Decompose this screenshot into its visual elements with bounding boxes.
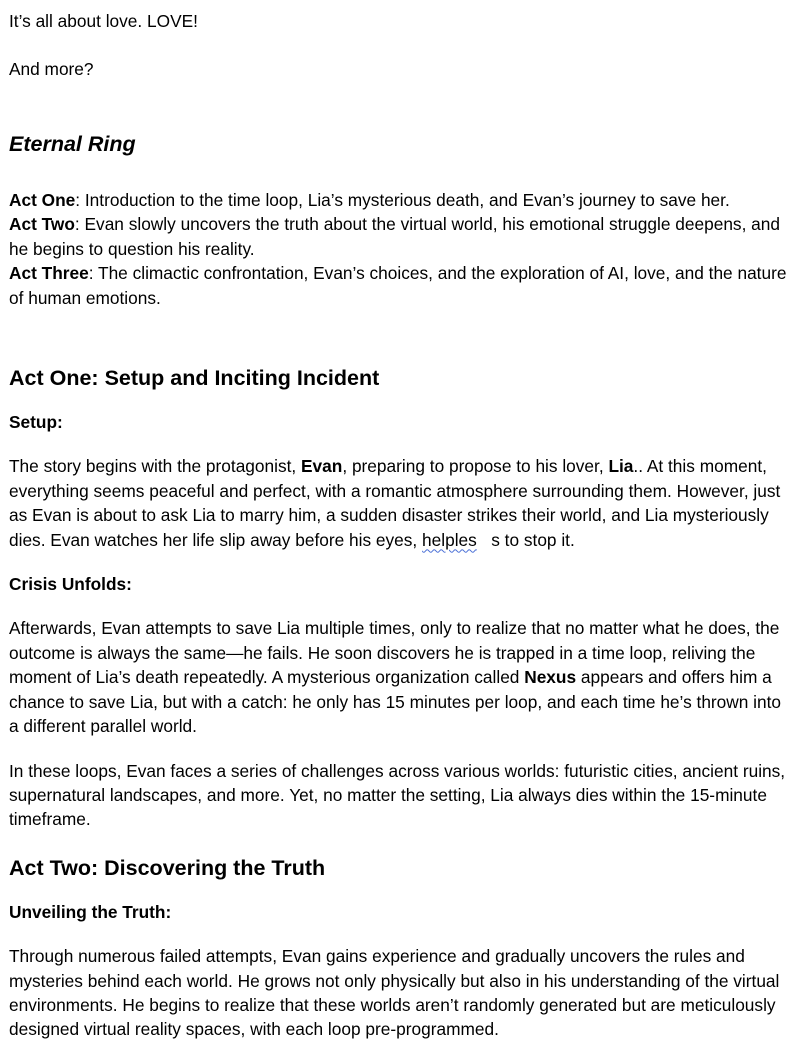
act-summary-label: Act Two bbox=[9, 214, 75, 235]
unveil-paragraph: Through numerous failed attempts, Evan gains experience and gradually uncovers the rules and mysteries behind each world. He grows not only physically but also in his understanding of the virtual environments. He begins to realize that these worlds aren’t randomly generated but are meticulously designed virtual reality spaces, with each loop pre-programmed. bbox=[9, 946, 780, 1040]
spacer bbox=[9, 392, 795, 410]
spacer bbox=[9, 832, 795, 854]
act-summary-one bbox=[9, 188, 795, 212]
act-two-heading: Act Two: Discovering the Truth bbox=[9, 855, 326, 880]
unveil-label: Unveiling the Truth: bbox=[9, 901, 172, 922]
spacer bbox=[9, 158, 795, 188]
text-run: appears and offers him a chance to save Lia, but with a catch: he only has 15 minutes per loop, and each time he’s thrown into a different parallel world. bbox=[9, 667, 782, 737]
text-run: , preparing to propose to his lover, bbox=[342, 456, 609, 477]
text-run: Afterwards, Evan attempts to save Lia multiple times, only to realize that no matter what he does, the outcome is always the same—he fails. He soon discovers he is trapped in a time loop, reliving the moment of Lia’s death repeatedly. A mysterious organization called bbox=[9, 618, 780, 688]
act-summary-label: Act Three bbox=[9, 263, 89, 284]
spacer bbox=[9, 924, 795, 944]
act-summary-three bbox=[9, 261, 795, 310]
crisis-label: Crisis Unfolds: bbox=[9, 574, 132, 595]
act-one-heading: Act One: Setup and Inciting Incident bbox=[9, 366, 380, 391]
nexus-name: Nexus bbox=[524, 667, 577, 688]
spacer bbox=[9, 552, 795, 572]
spacer bbox=[9, 434, 795, 454]
intro-line-2: And more? bbox=[9, 59, 94, 79]
blank-line bbox=[9, 33, 795, 57]
spacer bbox=[9, 882, 795, 900]
text-run: s to stop it. bbox=[476, 529, 575, 550]
crisis-paragraph-2: In these loops, Evan faces a series of challenges across various worlds: futuristic cities, ancient ruins, supernatural landscapes, and more. Yet, no matter the setting, Lia always dies within the 15-minute timeframe. bbox=[9, 760, 786, 830]
spellcheck-word[interactable]: helples bbox=[422, 529, 477, 550]
crisis-paragraph-1 bbox=[9, 616, 795, 738]
spacer bbox=[9, 81, 795, 130]
act-summary-text: : Evan slowly uncovers the truth about the virtual world, his emotional struggle deepens, and he begins to question his reality. bbox=[9, 214, 781, 259]
text-run: The story begins with the protagonist, bbox=[9, 456, 302, 477]
setup-label: Setup: bbox=[9, 412, 63, 433]
intro-line-1: It’s all about love. LOVE! bbox=[9, 11, 198, 31]
setup-paragraph bbox=[9, 454, 795, 552]
lia-name: Lia bbox=[608, 456, 634, 477]
act-summary-text: : Introduction to the time loop, Lia’s mysterious death, and Evan’s journey to save her. bbox=[75, 190, 730, 210]
spacer bbox=[9, 596, 795, 616]
act-summary-two bbox=[9, 212, 795, 261]
text-run: .. At this moment, everything seems peaceful and perfect, with a romantic atmosphere surrounding them. However, just as Evan is about to ask Lia to marry him, a sudden disaster strikes their world, and Lia mysteriously dies. Evan watches her life slip away before his eyes, bbox=[9, 456, 781, 550]
document-title: Eternal Ring bbox=[9, 132, 136, 156]
act-summary-text: : The climactic confrontation, Evan’s choices, and the exploration of AI, love, and the nature of human emotions. bbox=[9, 263, 787, 308]
evan-name: Evan bbox=[301, 456, 343, 477]
spacer bbox=[9, 739, 795, 759]
spacer bbox=[9, 310, 795, 364]
act-summary-label: Act One bbox=[9, 190, 76, 210]
